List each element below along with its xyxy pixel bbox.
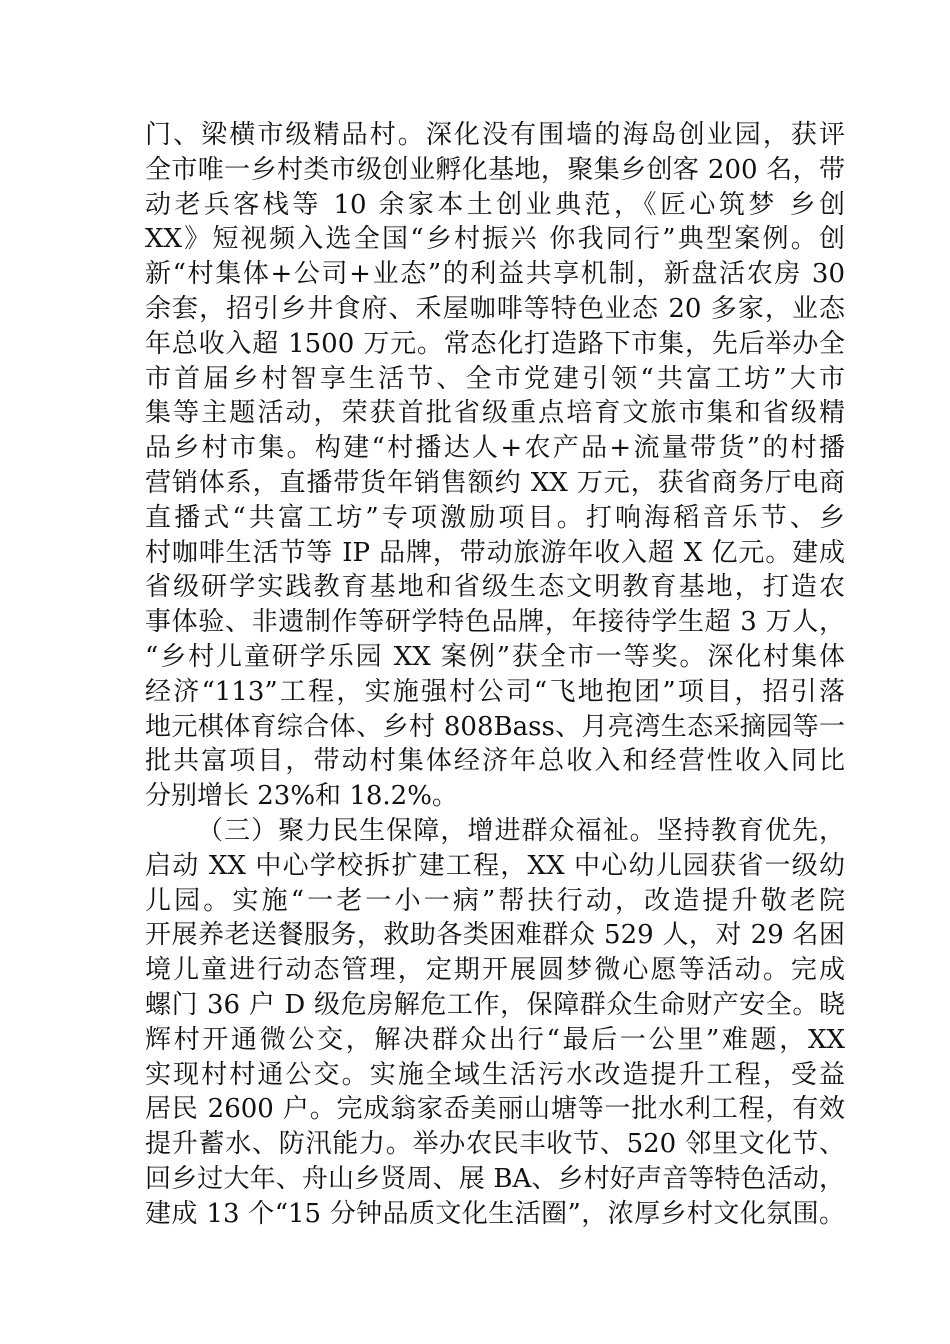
text-line: 螺门 36 户 D 级危房解危工作，保障群众生命财产安全。晓 [145,989,845,1020]
text-line: 辉村开通微公交，解决群众出行“最后一公里”难题，XX [145,1024,845,1055]
text-line: 品乡村市集。构建“村播达人+农产品+流量带货”的村播 [145,433,845,464]
text-line: 门、梁横市级精品村。深化没有围墙的海岛创业园，获评 [145,120,845,150]
body-text [145,118,845,1232]
text-line: 境儿童进行动态管理，定期开展圆梦微心愿等活动。完成 [145,955,845,986]
text-line: “乡村儿童研学乐园 XX 案例”获全市一等奖。深化村集体 [145,641,845,672]
text-line: 回乡过大年、舟山乡贤周、展 BA、乡村好声音等特色活动， [145,1163,845,1194]
text-line: 实现村村通公交。实施全域生活污水改造提升工程，受益 [145,1059,845,1090]
text-line: 批共富项目，带动村集体经济年总收入和经营性收入同比 [145,746,845,777]
text-line: 事体验、非遗制作等研学特色品牌，年接待学生超 3 万人， [145,607,845,638]
text-line: 动老兵客栈等 10 余家本土创业典范，《匠心筑梦 乡创 [145,189,845,220]
text-line: 分别增长 23%和 18.2%。 [145,781,458,812]
text-line: 全市唯一乡村类市级创业孵化基地，聚集乡创客 200 名，带 [145,154,845,185]
text-line: 启动 XX 中心学校拆扩建工程，XX 中心幼儿园获省一级幼 [145,850,845,881]
text-line: 提升蓄水、防汛能力。举办农民丰收节、520 邻里文化节、 [145,1129,845,1160]
text-line: 余套，招引乡井食府、禾屋咖啡等特色业态 20 多家，业态 [145,293,845,324]
text-line: 开展养老送餐服务，救助各类困难群众 529 人，对 29 名困 [145,920,845,951]
section-heading-line: （三）聚力民生保障，增进群众福祉。坚持教育优先， [197,815,845,846]
text-line: 地元棋体育综合体、乡村 808Bass、月亮湾生态采摘园等一 [145,711,845,742]
text-line: 省级研学实践教育基地和省级生态文明教育基地，打造农 [145,572,845,603]
text-line: 经济“113”工程，实施强村公司“飞地抱团”项目，招引落 [145,676,845,707]
text-line: 市首届乡村智享生活节、全市党建引领“共富工坊”大市 [145,363,845,394]
text-line: 建成 13 个“15 分钟品质文化生活圈”，浓厚乡村文化氛围。 [145,1198,845,1229]
text-line: 居民 2600 户。完成翁家岙美丽山塘等一批水利工程，有效 [145,1094,845,1125]
text-line: 直播式“共富工坊”专项激励项目。打响海稻音乐节、乡 [145,502,845,533]
text-line: 年总收入超 1500 万元。常态化打造路下市集，先后举办全 [145,328,845,359]
text-line: 新“村集体+公司+业态”的利益共享机制，新盘活农房 30 [145,259,845,290]
text-line: 集等主题活动，荣获首批省级重点培育文旅市集和省级精 [145,398,845,429]
text-line: 儿园。实施“一老一小一病”帮扶行动，改造提升敬老院 [145,885,845,916]
text-line: XX》短视频入选全国“乡村振兴 你我同行”典型案例。创 [145,224,845,255]
text-line: 村咖啡生活节等 IP 品牌，带动旅游年收入超 X 亿元。建成 [145,537,845,568]
text-line: 营销体系，直播带货年销售额约 XX 万元，获省商务厅电商 [145,467,845,498]
